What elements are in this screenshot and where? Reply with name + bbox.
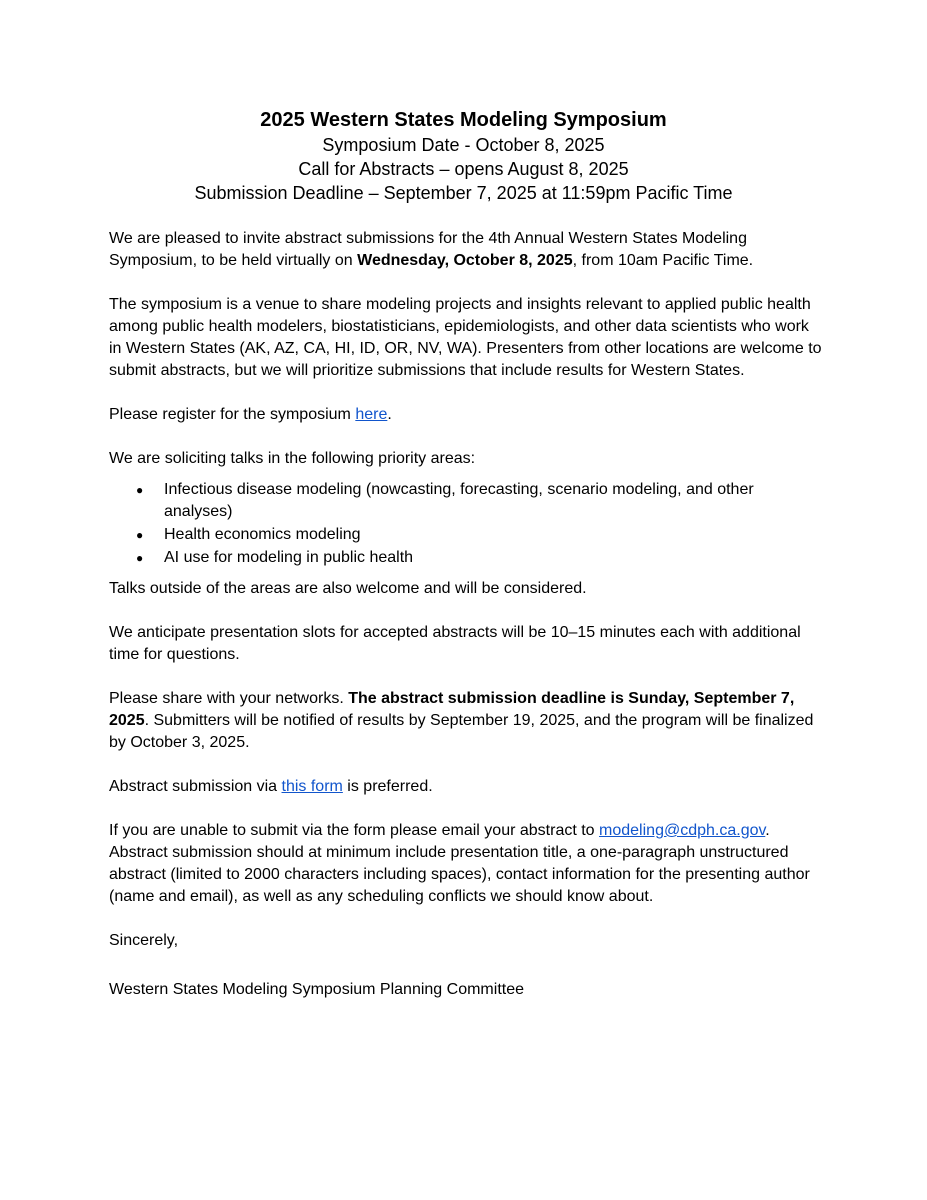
document-body xyxy=(109,228,824,1023)
email-link[interactable]: modeling@cdph.ca.gov xyxy=(599,822,766,839)
venue-paragraph: The symposium is a venue to share modeling projects and insights relevant to applied public health among public health modelers, biostatisticians, epidemiologists, and other data scientists who work in Western States (AK, AZ, CA, HI, ID, OR, NV, WA). Presenters from other locations are welcome to submit abstracts, but we will prioritize submissions that include results for Western States. xyxy=(109,296,822,379)
list-item-text: Health economics modeling xyxy=(164,526,361,543)
bullet-icon: ● xyxy=(136,551,144,565)
register-end: . xyxy=(387,406,392,423)
symposium-date: Symposium Date - October 8, 2025 xyxy=(322,135,605,155)
closing-signature: Western States Modeling Symposium Planning Committee xyxy=(109,981,524,998)
form-paragraph xyxy=(109,776,824,798)
call-for-abstracts-date: Call for Abstracts – opens August 8, 2025 xyxy=(298,159,629,179)
soliciting-outro: Talks outside of the areas are also welcome and will be considered. xyxy=(109,580,587,597)
register-link[interactable]: here xyxy=(355,406,388,423)
bullet-icon: ● xyxy=(136,528,144,542)
form-link[interactable]: this form xyxy=(281,778,343,795)
form-text-a: Abstract submission via xyxy=(109,778,282,795)
intro-text-a: We are pleased to invite abstract submissions for the 4th Annual Western States Modeling Symposium, to be held virtually on xyxy=(109,230,747,269)
form-text-b: is preferred. xyxy=(342,778,433,795)
bullet-icon: ● xyxy=(136,483,144,497)
document-header xyxy=(0,108,927,205)
email-text-b: . Abstract submission should at minimum include presentation title, a one-paragraph unstructured abstract (limited to 2000 characters including spaces), contact information for the presenting author (name and email), as well as any scheduling conflicts we should know about. xyxy=(109,822,810,905)
intro-text-b: , from 10am Pacific Time. xyxy=(572,252,754,269)
document-title: 2025 Western States Modeling Symposium xyxy=(260,109,667,131)
list-item-text: AI use for modeling in public health xyxy=(164,549,414,566)
share-text-b: . Submitters will be notified of results by September 19, 2025, and the program will be finalized by October 3, 2025. xyxy=(109,712,814,751)
share-text-a: Please share with your networks. xyxy=(109,690,349,707)
slots-paragraph: We anticipate presentation slots for accepted abstracts will be 10–15 minutes each with additional time for questions. xyxy=(109,624,801,663)
email-paragraph xyxy=(109,820,824,908)
register-text: Please register for the symposium xyxy=(109,406,356,423)
share-deadline-bold: The abstract submission deadline is Sunday, September 7, 2025 xyxy=(109,690,795,729)
list-item xyxy=(109,479,824,523)
soliciting-intro: We are soliciting talks in the following priority areas: xyxy=(109,450,476,467)
register-paragraph xyxy=(109,404,824,426)
list-item-text: Infectious disease modeling (nowcasting, forecasting, scenario modeling, and other analyses) xyxy=(164,481,754,520)
list-item xyxy=(109,547,824,569)
email-text-a: If you are unable to submit via the form please email your abstract to xyxy=(109,822,600,839)
list-item xyxy=(109,524,824,546)
priority-areas-list xyxy=(109,479,824,569)
intro-paragraph xyxy=(109,228,824,272)
share-paragraph xyxy=(109,688,824,754)
closing-sincerely: Sincerely, xyxy=(109,932,179,949)
submission-deadline: Submission Deadline – September 7, 2025 at 11:59pm Pacific Time xyxy=(194,183,733,203)
intro-date-bold: Wednesday, October 8, 2025 xyxy=(357,252,573,269)
